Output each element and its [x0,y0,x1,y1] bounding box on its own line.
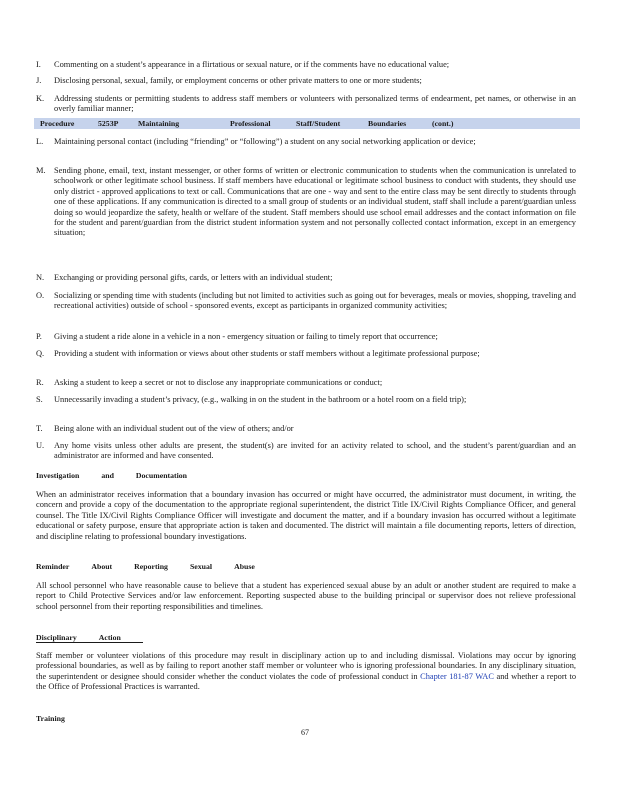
banner-title-1: Maintaining [138,119,180,128]
list-item [36,378,576,388]
list-item [36,76,576,86]
list-label: I. [36,60,41,69]
training-heading: Training [36,714,65,723]
heading-word: and [101,471,114,480]
list-label: Q. [36,349,45,358]
list-text: Any home visits unless other adults are present, the student(s) are invited for an activity related to school, and the student’s parent/guardian and an administrator are informed and have consented. [54,441,576,461]
banner-procedure: Procedure [40,119,75,128]
list-label: M. [36,166,46,175]
banner-cont: (cont.) [432,119,454,128]
heading-word: Investigation [36,471,80,480]
list-text: Disclosing personal, sexual, family, or employment concerns or other private matters to one or more students; [54,76,422,85]
list-label: K. [36,94,45,103]
list-text: Unnecessarily invading a student’s privacy, (e.g., walking in on the student in the bathroom or a hotel room on a field trip); [54,395,467,404]
reminder-text: All school personnel who have reasonable cause to believe that a student has experienced sexual abuse by an adult or another student are required to make a report to Child Protective Services and/or law enforcement. Reporting suspected abuse to the building principal or supervisor does not relieve professional school personnel from their reporting responsibilities and timelines. [36,581,576,611]
list-item [36,137,576,147]
list-item [36,291,576,312]
list-text: Asking a student to keep a secret or not to disclose any inappropriate communications or conduct; [54,378,383,387]
disciplinary-text [36,651,576,693]
list-text: Commenting on a student’s appearance in a flirtatious or sexual nature, or if the comments have no educational value; [54,60,450,69]
heading-word: Action [98,633,121,642]
heading-word: Abuse [234,562,255,571]
list-text: Providing a student with information or views about other students or staff members without a legitimate professional purpose; [54,349,480,358]
list-item [36,94,576,115]
list-item [36,166,576,239]
heading-word: Sexual [189,562,213,571]
procedure-banner [34,118,580,129]
list-item [36,424,576,434]
list-item [36,395,576,405]
banner-title-2: Professional [230,119,271,128]
list-label: T. [36,424,43,433]
list-text: Socializing or spending time with students (including but not limited to activities such as going out for beverages, meals or movies, shopping, traveling and recreational activities) outside of school - sponsored events, except as participants in organized community activities; [54,291,576,311]
list-label: P. [36,332,42,341]
banner-number: 5253P [98,119,119,128]
investigation-text: When an administrator receives information that a boundary invasion has occurred or might have occurred, the administrator must document, in writing, the concern and provide a copy of the documentation to the appropriate regional superintendent, the district Title IX/Civil Rights Compliance Officer, and general counsel. The Title IX/Civil Rights Compliance Officer will investigate and document the matter, and if a boundary invasion has occurred without a legitimate educational or safety purpose, ensure that appropriate action is taken and documented. The district will maintain a file documenting reports, letters of direction, and discipline relating to professional boundary investigations. [36,490,576,541]
heading-word: About [91,562,113,571]
list-item [36,332,576,342]
list-text: Exchanging or providing personal gifts, cards, or letters with an individual student; [54,273,333,282]
list-label: O. [36,291,45,300]
list-item [36,60,576,70]
list-text: Maintaining personal contact (including “friending” or “following”) a student on any social networking application or device; [54,137,476,146]
list-item [36,273,576,283]
disciplinary-text-after: and whether a report to the Office of Professional Practices is warranted. [36,671,577,692]
list-item [36,349,576,359]
list-label: U. [36,441,45,450]
page-number: 67 [301,728,309,737]
list-text: Addressing students or permitting students to address staff members or volunteers with personalized terms of endearment, pet names, or otherwise in an overly familiar manner; [54,94,576,114]
heading-word: Reminder [36,562,70,571]
list-text: Sending phone, email, text, instant messenger, or other forms of written or electronic communication to students when the communication is unrelated to schoolwork or other legitimate school business. If staff members have educational or legitimate school business to conduct with students, they should use only district - approved applications to text or call. Communications that are one - way and sent to the entire class may be sent directly to students through one of these applications. If any communication is directed to a small group of students or an individual student, staff shall include a parent/guardian unless doing so would jeopardize the safety, health or welfare of the student. Staff members should use school email addresses and the contact information on file for the student and parent/guardian from the district student information system and not personally collected contact information, except in an emergency situation; [54,166,576,238]
disciplinary-text-before: Staff member or volunteer violations of this procedure may result in disciplinary action up to and including dismissal. Violations may occur by ignoring professional boundaries, as well as by failing to report another staff member or volunteer who is ignoring professional boundaries. In any disciplinary situation, the superintendent or designee should consider whether the conduct violates the code of professional conduct in [36,651,576,681]
heading-word: Disciplinary [36,633,77,642]
banner-title-3: Staff/Student [296,119,341,128]
list-text: Being alone with an individual student out of the view of others; and/or [54,424,294,433]
reminder-heading [36,562,277,571]
list-label: L. [36,137,44,146]
list-label: R. [36,378,44,387]
investigation-heading [36,471,209,480]
disciplinary-heading [36,633,143,643]
list-label: J. [36,76,42,85]
list-label: N. [36,273,45,282]
wac-link[interactable]: Chapter 181-87 WAC [420,671,494,681]
heading-word: Reporting [134,562,168,571]
list-text: Giving a student a ride alone in a vehicle in a non - emergency situation or failing to timely report that occurrence; [54,332,438,341]
heading-word: Documentation [135,471,188,480]
list-label: S. [36,395,43,404]
banner-title-4: Boundaries [368,119,407,128]
list-item [36,441,576,462]
